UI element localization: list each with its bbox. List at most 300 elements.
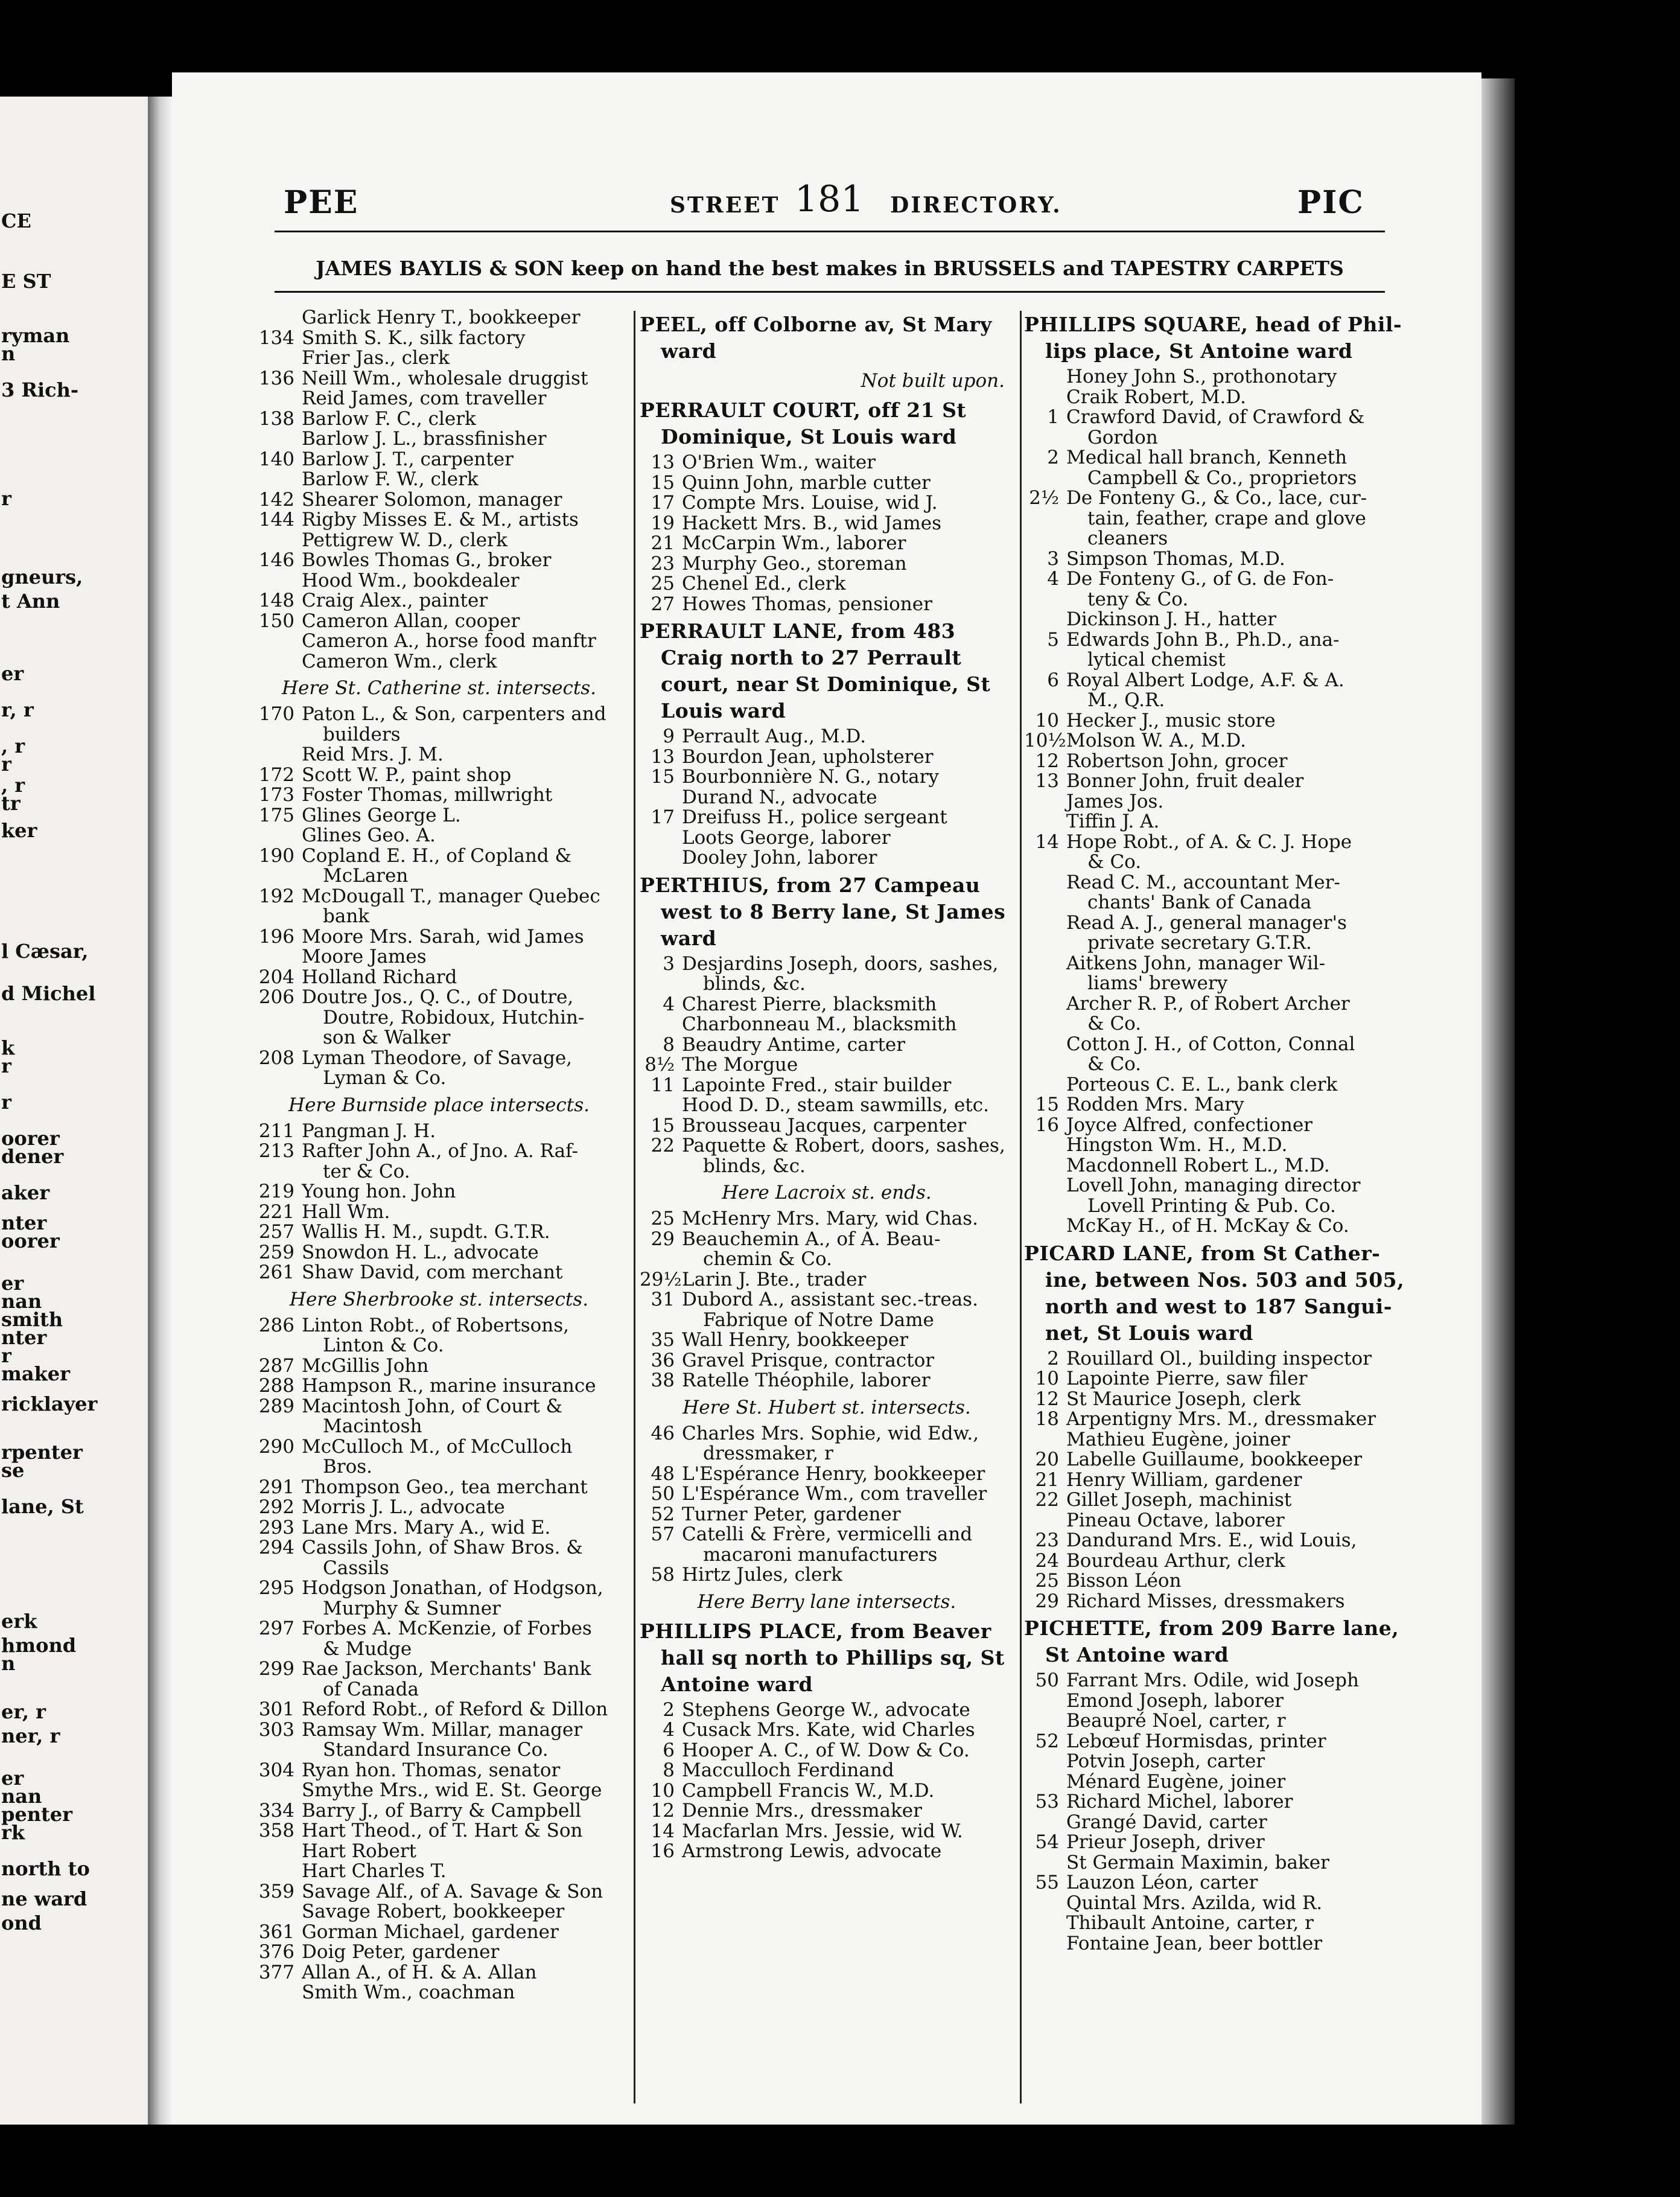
resident-name: Ménard Eugène, joiner bbox=[1066, 1770, 1286, 1793]
street-number: 4 bbox=[663, 1719, 675, 1741]
street-number: 5 bbox=[1047, 628, 1059, 651]
resident-name: Prieur Joseph, driver bbox=[1066, 1831, 1265, 1853]
directory-entry bbox=[247, 1841, 631, 1862]
entry-continuation: Fabrique of Notre Dame bbox=[703, 1309, 934, 1331]
resident-name: Turner Peter, gardener bbox=[682, 1503, 901, 1525]
resident-name: Shearer Solomon, manager bbox=[302, 488, 562, 511]
resident-name: McDougall T., manager Quebec bbox=[302, 885, 600, 907]
resident-name: Barry J., of Barry & Campbell bbox=[302, 1799, 582, 1822]
left-page-text: k bbox=[1, 1036, 15, 1059]
left-page-fragment bbox=[0, 97, 148, 2125]
street-number: 17 bbox=[651, 492, 675, 514]
resident-name: Charbonneau M., blacksmith bbox=[682, 1013, 957, 1035]
street-number: 15 bbox=[651, 471, 675, 494]
directory-entry bbox=[247, 1538, 631, 1578]
resident-name: Molson W. A., M.D. bbox=[1066, 730, 1247, 751]
directory-entry bbox=[247, 1720, 631, 1761]
street-number: 208 bbox=[258, 1047, 294, 1069]
resident-name: Barlow J. L., brassfinisher bbox=[302, 428, 547, 450]
left-page-text: er bbox=[1, 1272, 24, 1295]
resident-name: Rae Jackson, Merchants' Bank bbox=[302, 1658, 591, 1680]
directory-entry bbox=[640, 554, 1014, 575]
resident-name: Lane Mrs. Mary A., wid E. bbox=[302, 1516, 551, 1539]
resident-name: Pettigrew W. D., clerk bbox=[302, 529, 508, 551]
directory-entry bbox=[1024, 1691, 1383, 1712]
street-number: 6 bbox=[1047, 669, 1059, 691]
directory-entry bbox=[247, 571, 631, 592]
street-number: 15 bbox=[651, 766, 675, 788]
street-number: 334 bbox=[258, 1799, 294, 1822]
resident-name: Armstrong Lewis, advocate bbox=[682, 1840, 942, 1862]
street-heading bbox=[640, 397, 1014, 450]
left-page-text: r bbox=[1, 753, 11, 776]
street-number: 10 bbox=[651, 1779, 675, 1802]
resident-name: Read A. J., general manager's bbox=[1066, 911, 1347, 934]
directory-entry bbox=[640, 473, 1014, 494]
directory-entry bbox=[247, 745, 631, 765]
directory-entry bbox=[640, 1229, 1014, 1270]
resident-name: Morris J. L., advocate bbox=[302, 1496, 505, 1518]
resident-name: Brousseau Jacques, carpenter bbox=[682, 1114, 967, 1137]
resident-name: Beauchemin A., of A. Beau- bbox=[682, 1228, 941, 1250]
left-page-text: ricklayer bbox=[1, 1392, 98, 1415]
street-number: 290 bbox=[258, 1435, 294, 1458]
resident-name: Hart Charles T. bbox=[302, 1860, 447, 1882]
resident-name: Doig Peter, gardener bbox=[302, 1941, 500, 1963]
street-number: 10½ bbox=[1024, 730, 1066, 751]
street-number: 22 bbox=[1035, 1489, 1059, 1511]
directory-entry bbox=[640, 767, 1014, 788]
resident-name: McCarpin Wm., laborer bbox=[682, 532, 906, 554]
directory-entry bbox=[640, 1801, 1014, 1822]
directory-entry bbox=[247, 470, 631, 490]
resident-name: Hodgson Jonathan, of Hodgson, bbox=[302, 1577, 603, 1599]
resident-name: Compte Mrs. Louise, wid J. bbox=[682, 492, 938, 514]
entry-continuation: Campbell & Co., proprietors bbox=[1087, 467, 1357, 489]
street-name: PHILLIPS PLACE, from Beaver bbox=[640, 1619, 991, 1643]
directory-entry bbox=[247, 1619, 631, 1659]
resident-name: Ratelle Théophile, laborer bbox=[682, 1370, 931, 1391]
directory-entry bbox=[1024, 1470, 1383, 1491]
directory-entry bbox=[1024, 751, 1383, 772]
street-heading bbox=[1024, 1615, 1399, 1668]
directory-entry bbox=[640, 1525, 1014, 1565]
directory-entry bbox=[247, 1922, 631, 1943]
street-number: 295 bbox=[258, 1577, 294, 1599]
resident-name: De Fonteny G., & Co., lace, cur- bbox=[1066, 487, 1367, 509]
street-description: lips place, St Antoine ward bbox=[1045, 339, 1353, 363]
directory-entry bbox=[247, 1376, 631, 1397]
left-page-text: rpenter bbox=[1, 1441, 83, 1464]
directory-entry bbox=[247, 1048, 631, 1089]
street-number: 29 bbox=[1035, 1590, 1059, 1612]
resident-name: Mathieu Eugène, joiner bbox=[1066, 1428, 1290, 1450]
entry-continuation: macaroni manufacturers bbox=[703, 1543, 938, 1566]
entry-continuation: & Co. bbox=[1087, 1013, 1142, 1035]
street-number: 259 bbox=[258, 1241, 294, 1263]
directory-entry bbox=[247, 1861, 631, 1882]
resident-name: Reid Mrs. J. M. bbox=[302, 744, 444, 765]
running-header bbox=[172, 178, 1481, 221]
entry-continuation: lytical chemist bbox=[1087, 649, 1226, 671]
resident-name: Hart Robert bbox=[302, 1840, 417, 1862]
directory-entry bbox=[640, 1116, 1014, 1137]
directory-entry bbox=[1024, 1551, 1383, 1572]
resident-name: Dandurand Mrs. E., wid Louis, bbox=[1066, 1529, 1357, 1551]
directory-entry bbox=[1024, 1832, 1383, 1853]
directory-entry bbox=[640, 1290, 1014, 1330]
resident-name: James Jos. bbox=[1066, 790, 1164, 812]
directory-entry bbox=[1024, 1893, 1383, 1914]
street-number: 172 bbox=[258, 764, 294, 786]
resident-name: Arpentigny Mrs. M., dressmaker bbox=[1066, 1408, 1376, 1430]
resident-name: Neill Wm., wholesale druggist bbox=[302, 367, 588, 389]
entry-continuation: Cassils bbox=[323, 1557, 389, 1579]
directory-entry bbox=[1024, 1035, 1383, 1075]
left-page-text: nan bbox=[1, 1785, 42, 1808]
directory-entry bbox=[247, 1437, 631, 1478]
resident-name: Hall Wm. bbox=[302, 1201, 390, 1223]
street-number: 16 bbox=[1035, 1114, 1059, 1136]
resident-name: Linton Robt., of Robertsons, bbox=[302, 1314, 570, 1336]
street-number: 170 bbox=[258, 703, 294, 725]
directory-entry bbox=[247, 450, 631, 470]
resident-name: L'Espérance Wm., com traveller bbox=[682, 1483, 987, 1505]
directory-entry bbox=[640, 1741, 1014, 1761]
directory-entry bbox=[640, 848, 1014, 869]
resident-name: Gravel Prisque, contractor bbox=[682, 1349, 935, 1371]
resident-name: Paton L., & Son, carpenters and bbox=[302, 703, 606, 725]
directory-entry bbox=[640, 727, 1014, 747]
directory-entry bbox=[247, 611, 631, 632]
intersection-note: Not built upon. bbox=[861, 370, 1005, 392]
resident-name: St Germain Maximin, baker bbox=[1066, 1851, 1329, 1873]
left-page-text: , r bbox=[1, 774, 25, 797]
resident-name: Cameron A., horse food manftr bbox=[302, 630, 596, 652]
directory-entry bbox=[1024, 1216, 1383, 1237]
column-2 bbox=[640, 308, 1014, 1862]
street-number: 12 bbox=[1035, 1388, 1059, 1410]
directory-entry bbox=[640, 1505, 1014, 1525]
street-description: north and west to 187 Sangui- bbox=[1045, 1294, 1392, 1318]
street-number: 23 bbox=[651, 552, 675, 575]
left-page-text: maker bbox=[1, 1362, 70, 1385]
directory-entry bbox=[640, 453, 1014, 473]
directory-entry bbox=[247, 1478, 631, 1498]
resident-name: Beaupré Noel, carter, r bbox=[1066, 1710, 1286, 1732]
street-number: 377 bbox=[258, 1961, 294, 1983]
resident-name: Hackett Mrs. B., wid James bbox=[682, 512, 942, 534]
directory-entry bbox=[1024, 792, 1383, 812]
directory-entry bbox=[247, 1356, 631, 1377]
directory-entry bbox=[1024, 387, 1383, 408]
resident-name: Tiffin J. A. bbox=[1066, 811, 1160, 832]
directory-entry bbox=[1024, 1450, 1383, 1470]
directory-entry bbox=[247, 1700, 631, 1720]
left-page-text: er bbox=[1, 1767, 24, 1790]
street-number: 31 bbox=[651, 1289, 675, 1310]
directory-entry bbox=[247, 1222, 631, 1243]
resident-name: Hooper A. C., of W. Dow & Co. bbox=[682, 1739, 970, 1761]
directory-entry bbox=[1024, 1389, 1383, 1410]
street-number: 288 bbox=[258, 1375, 294, 1397]
directory-entry bbox=[1024, 1409, 1383, 1430]
street-number: 50 bbox=[651, 1483, 675, 1505]
directory-entry bbox=[1024, 448, 1383, 488]
advertisement-rule bbox=[275, 291, 1385, 293]
resident-name: Gorman Michael, gardener bbox=[302, 1921, 559, 1943]
intersection-note: Here Lacroix st. ends. bbox=[722, 1182, 932, 1204]
entry-continuation: McLaren bbox=[323, 865, 409, 887]
resident-name: Dooley John, laborer bbox=[682, 847, 877, 869]
directory-entry bbox=[640, 1136, 1014, 1176]
left-page-text: ond bbox=[1, 1912, 42, 1934]
resident-name: McKay H., of H. McKay & Co. bbox=[1066, 1215, 1349, 1237]
street-number: 219 bbox=[258, 1181, 294, 1202]
directory-entry bbox=[1024, 1853, 1383, 1873]
street-number: 9 bbox=[663, 725, 675, 747]
left-page-text: 3 Rich- bbox=[1, 378, 79, 401]
directory-entry bbox=[247, 846, 631, 887]
directory-entry bbox=[640, 1330, 1014, 1351]
entry-continuation: chants' Bank of Canada bbox=[1087, 891, 1312, 913]
left-page-text: E ST bbox=[1, 270, 51, 293]
resident-name: Royal Albert Lodge, A.F. & A. bbox=[1066, 669, 1344, 691]
resident-name: Foster Thomas, millwright bbox=[302, 784, 553, 806]
street-heading bbox=[640, 1618, 1014, 1698]
directory-entry bbox=[1024, 610, 1383, 630]
directory-entry bbox=[1024, 1711, 1383, 1732]
resident-name: Lovell John, managing director bbox=[1066, 1175, 1361, 1196]
directory-entry bbox=[247, 531, 631, 551]
entry-continuation: son & Walker bbox=[323, 1027, 451, 1048]
directory-entry bbox=[1024, 1115, 1383, 1136]
street-description: ine, between Nos. 503 and 505, bbox=[1045, 1268, 1405, 1292]
resident-name: Archer R. P., of Robert Archer bbox=[1066, 992, 1350, 1015]
resident-name: Cusack Mrs. Kate, wid Charles bbox=[682, 1719, 975, 1741]
left-page-text: se bbox=[1, 1459, 25, 1482]
street-number: 138 bbox=[258, 407, 294, 430]
resident-name: Reid James, com traveller bbox=[302, 387, 547, 409]
resident-name: Hart Theod., of T. Hart & Son bbox=[302, 1820, 583, 1841]
street-number: 8 bbox=[663, 1033, 675, 1056]
street-number: 22 bbox=[651, 1135, 675, 1156]
resident-name: Snowdon H. L., advocate bbox=[302, 1241, 539, 1263]
directory-entry bbox=[1024, 771, 1383, 792]
resident-name: Loots George, laborer bbox=[682, 826, 891, 849]
entry-continuation: Macintosh bbox=[323, 1415, 422, 1437]
resident-name: Cameron Allan, cooper bbox=[302, 610, 520, 632]
street-number: 52 bbox=[651, 1503, 675, 1525]
resident-name: Pangman J. H. bbox=[302, 1120, 436, 1142]
street-number: 35 bbox=[651, 1329, 675, 1351]
street-number: 11 bbox=[651, 1074, 675, 1096]
directory-entry bbox=[247, 1243, 631, 1263]
street-number: 57 bbox=[651, 1523, 675, 1545]
column-1 bbox=[247, 308, 631, 2003]
street-number: 20 bbox=[1035, 1449, 1059, 1470]
directory-entry bbox=[640, 1781, 1014, 1802]
resident-name: Wallis H. M., supdt. G.T.R. bbox=[302, 1221, 550, 1243]
directory-entry bbox=[247, 1141, 631, 1182]
street-number: 21 bbox=[651, 532, 675, 554]
directory-entry bbox=[247, 1497, 631, 1518]
left-page-text: gneurs, bbox=[1, 566, 83, 588]
street-number: 261 bbox=[258, 1261, 294, 1283]
street-description: net, St Louis ward bbox=[1045, 1321, 1253, 1345]
directory-entry bbox=[247, 1263, 631, 1283]
street-description: Louis ward bbox=[661, 699, 786, 722]
entry-continuation: Linton & Co. bbox=[323, 1334, 444, 1356]
street-number: 204 bbox=[258, 966, 294, 988]
left-page-text: n bbox=[1, 342, 16, 365]
street-number: 211 bbox=[258, 1120, 294, 1142]
left-page-text: ne ward bbox=[1, 1887, 88, 1910]
resident-name: Macfarlan Mrs. Jessie, wid W. bbox=[682, 1820, 963, 1842]
directory-entry bbox=[640, 995, 1014, 1015]
street-number: 13 bbox=[651, 451, 675, 473]
resident-name: Craig Alex., painter bbox=[302, 590, 488, 611]
directory-entry bbox=[1024, 671, 1383, 711]
directory-entry bbox=[640, 828, 1014, 849]
directory-entry bbox=[1024, 1075, 1383, 1095]
resident-name: Rigby Misses E. & M., artists bbox=[302, 509, 579, 531]
directory-entry bbox=[1024, 1490, 1383, 1511]
street-number: 213 bbox=[258, 1140, 294, 1162]
entry-continuation: cleaners bbox=[1087, 528, 1168, 549]
resident-name: Bonner John, fruit dealer bbox=[1066, 770, 1304, 792]
street-description: west to 8 Berry lane, St James bbox=[661, 899, 1006, 923]
resident-name: Joyce Alfred, confectioner bbox=[1066, 1114, 1312, 1136]
directory-entry bbox=[247, 968, 631, 988]
directory-entry bbox=[247, 1902, 631, 1922]
resident-name: Paquette & Robert, doors, sashes, bbox=[682, 1135, 1005, 1156]
directory-entry bbox=[640, 514, 1014, 534]
street-number: 136 bbox=[258, 367, 294, 389]
resident-name: Perrault Aug., M.D. bbox=[682, 725, 867, 747]
directory-entry bbox=[640, 1565, 1014, 1586]
street-number: 27 bbox=[651, 593, 675, 615]
directory-entry bbox=[247, 550, 631, 571]
directory-entry bbox=[247, 1761, 631, 1781]
directory-entry bbox=[1024, 1571, 1383, 1592]
street-name: PICARD LANE, from St Cather- bbox=[1024, 1241, 1381, 1265]
street-number: 46 bbox=[651, 1422, 675, 1444]
resident-name: Moore Mrs. Sarah, wid James bbox=[302, 925, 584, 948]
entry-continuation: Murphy & Sumner bbox=[323, 1597, 501, 1619]
resident-name: Bowles Thomas G., broker bbox=[302, 549, 552, 571]
directory-entry bbox=[640, 1424, 1014, 1464]
directory-entry bbox=[640, 1484, 1014, 1505]
header-left-guide: PEE bbox=[284, 184, 359, 221]
resident-name: Read C. M., accountant Mer- bbox=[1066, 871, 1340, 893]
street-number: 52 bbox=[1035, 1730, 1059, 1752]
directory-entry bbox=[247, 1963, 631, 1983]
resident-name: Labelle Guillaume, bookkeeper bbox=[1066, 1449, 1363, 1470]
entry-continuation: of Canada bbox=[323, 1678, 419, 1700]
directory-entry bbox=[247, 652, 631, 672]
directory-entry bbox=[247, 429, 631, 450]
resident-name: Stephens George W., advocate bbox=[682, 1698, 970, 1721]
directory-entry bbox=[247, 308, 631, 328]
directory-entry bbox=[247, 1518, 631, 1539]
directory-entry bbox=[640, 1055, 1014, 1076]
directory-entry bbox=[247, 806, 631, 826]
entry-continuation: & Mudge bbox=[323, 1637, 412, 1660]
resident-name: Murphy Geo., storeman bbox=[682, 552, 907, 575]
directory-entry bbox=[247, 1316, 631, 1356]
street-number: 3 bbox=[663, 952, 675, 975]
street-number: 359 bbox=[258, 1880, 294, 1902]
resident-name: Lapointe Fred., stair builder bbox=[682, 1074, 952, 1096]
directory-entry bbox=[640, 1015, 1014, 1035]
street-number: 142 bbox=[258, 488, 294, 511]
street-description: St Antoine ward bbox=[1045, 1643, 1229, 1666]
resident-name: Dennie Mrs., dressmaker bbox=[682, 1800, 922, 1822]
entry-continuation: ter & Co. bbox=[323, 1160, 410, 1182]
directory-entry bbox=[247, 887, 631, 927]
resident-name: Dreifuss H., police sergeant bbox=[682, 806, 947, 828]
left-page-text: nter bbox=[1, 1326, 47, 1349]
directory-entry bbox=[247, 1821, 631, 1841]
street-number: 24 bbox=[1035, 1549, 1059, 1572]
street-number: 55 bbox=[1035, 1872, 1059, 1893]
resident-name: Richard Misses, dressmakers bbox=[1066, 1590, 1345, 1612]
street-number: 50 bbox=[1035, 1669, 1059, 1691]
street-number: 29½ bbox=[640, 1268, 682, 1290]
street-number: 206 bbox=[258, 986, 294, 1008]
resident-name: Durand N., advocate bbox=[682, 786, 877, 808]
street-number: 19 bbox=[651, 512, 675, 534]
directory-entry bbox=[1024, 731, 1383, 751]
resident-name: Hood D. D., steam sawmills, etc. bbox=[682, 1094, 989, 1116]
street-number: 175 bbox=[258, 804, 294, 826]
street-number: 148 bbox=[258, 590, 294, 611]
directory-entry bbox=[1024, 407, 1383, 448]
book-gutter bbox=[148, 97, 172, 2125]
resident-name: Smythe Mrs., wid E. St. George bbox=[302, 1779, 602, 1801]
resident-name: Forbes A. McKenzie, of Forbes bbox=[302, 1618, 592, 1639]
directory-entry bbox=[247, 369, 631, 389]
resident-name: Ryan hon. Thomas, senator bbox=[302, 1759, 561, 1781]
resident-name: Smith Wm., coachman bbox=[302, 1982, 515, 2003]
resident-name: Charles Mrs. Sophie, wid Edw., bbox=[682, 1422, 979, 1444]
left-page-text: nter bbox=[1, 1211, 47, 1234]
entry-continuation: Bros. bbox=[323, 1456, 373, 1478]
street-heading bbox=[640, 872, 1014, 952]
entry-continuation: dressmaker, r bbox=[703, 1443, 833, 1464]
street-number: 25 bbox=[1035, 1570, 1059, 1592]
street-description: court, near St Dominique, St bbox=[661, 672, 991, 696]
directory-entry bbox=[640, 595, 1014, 615]
left-page-text: smith bbox=[1, 1308, 63, 1331]
directory-entry bbox=[247, 1882, 631, 1902]
resident-name: Hingston Wm. H., M.D. bbox=[1066, 1134, 1288, 1156]
directory-entry bbox=[640, 1761, 1014, 1781]
resident-name: Lapointe Pierre, saw filer bbox=[1066, 1368, 1308, 1389]
directory-entry bbox=[640, 808, 1014, 828]
resident-name: Hecker J., music store bbox=[1066, 709, 1276, 732]
street-number: 13 bbox=[651, 745, 675, 768]
street-description: hall sq north to Phillips sq, St bbox=[661, 1645, 1005, 1669]
street-number: 15 bbox=[651, 1114, 675, 1137]
directory-entry bbox=[1024, 569, 1383, 610]
resident-name: Potvin Joseph, carter bbox=[1066, 1750, 1265, 1772]
directory-entry bbox=[247, 1781, 631, 1801]
street-number: 190 bbox=[258, 844, 294, 867]
resident-name: Macculloch Ferdinand bbox=[682, 1759, 894, 1781]
directory-entry bbox=[247, 987, 631, 1048]
